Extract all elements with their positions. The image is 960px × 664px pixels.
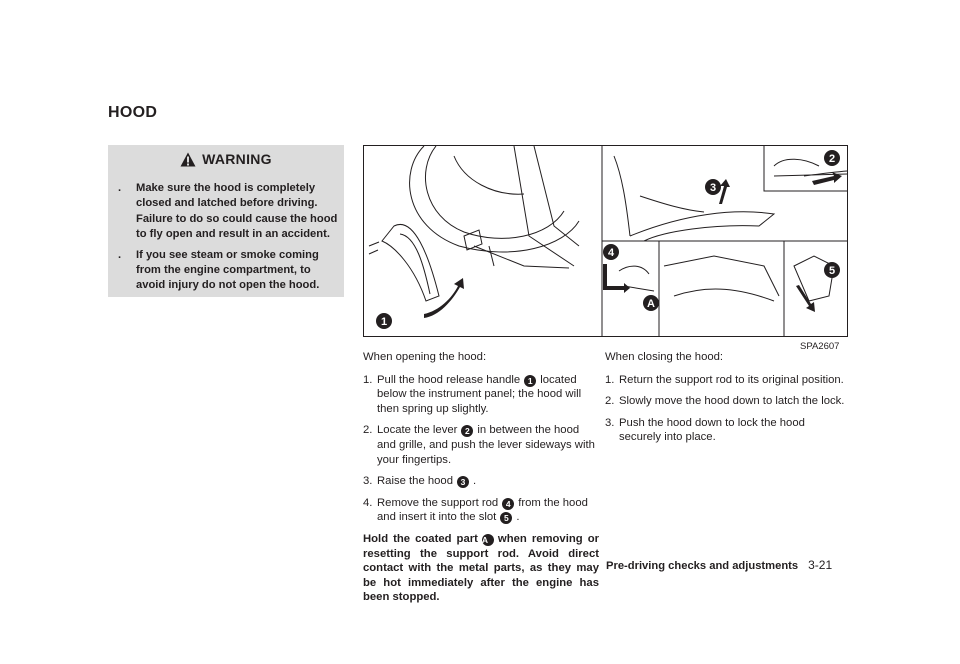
hood-illustration: [363, 145, 848, 337]
step-item: [605, 416, 848, 445]
svg-text:A: A: [647, 298, 655, 310]
closing-heading: When closing the hood:: [605, 351, 724, 363]
svg-text:3: 3: [709, 182, 717, 194]
step-text: Remove the support rod: [377, 496, 499, 509]
step-number: 1.: [605, 373, 615, 386]
arrow-icon: [424, 278, 464, 318]
warning-item-text: If you see steam or smoke coming from the engine compartment, to avoid injury do not open the hood.: [136, 248, 320, 292]
warning-box: [108, 145, 344, 297]
step-text: from the hood and insert it into the slot: [377, 496, 588, 524]
step-text: Locate the lever: [377, 424, 458, 437]
warning-triangle-icon: [180, 152, 196, 167]
arrow-icon: [796, 285, 815, 312]
step-text: in between the hood and grille, and push the lever sideways with your fingertips.: [377, 424, 595, 466]
svg-text:5: 5: [828, 265, 836, 277]
page-number: 3-21: [808, 558, 833, 572]
footer-section: Pre-driving checks and adjustments: [606, 560, 799, 572]
callout-marker: 3: [457, 476, 469, 488]
caution-paragraph: [363, 532, 599, 605]
step-number: 3.: [605, 416, 615, 429]
caution-text: when removing or resetting the support rod. Avoid direct contact with the metal parts, as they may be hot immediately after the engine has been stopped.: [363, 532, 599, 604]
step-text: Pull the hood release handle: [377, 373, 521, 386]
arrow-icon: [603, 264, 630, 293]
step-number: 3.: [363, 475, 373, 488]
step-item: [363, 373, 599, 417]
arrow-icon: [719, 179, 730, 204]
step-number: 1.: [363, 373, 373, 386]
step-text: .: [516, 511, 520, 524]
callout-marker: 4: [502, 498, 514, 510]
svg-text:2: 2: [828, 153, 836, 165]
opening-heading: When opening the hood:: [363, 351, 487, 363]
step-text: Push the hood down to lock the hood securely into place.: [619, 416, 805, 444]
step-text: Slowly move the hood down to latch the lock.: [619, 395, 845, 408]
step-text: Return the support rod to its original position.: [619, 373, 844, 386]
bullet: .: [118, 248, 122, 261]
warning-item: [114, 181, 338, 243]
bullet: .: [118, 182, 122, 194]
svg-text:4: 4: [607, 247, 615, 259]
figure-code: SPA2607: [800, 341, 840, 352]
warning-item: [114, 248, 338, 294]
step-text: located below the instrument panel; the hood will then spring up slightly.: [377, 373, 582, 415]
caution-text: Hold the coated part: [363, 532, 478, 545]
section-title: HOOD: [108, 104, 158, 121]
step-item: [605, 394, 848, 409]
warning-heading: [108, 151, 344, 167]
step-number: 4.: [363, 496, 373, 509]
callout-marker: 2: [461, 425, 473, 437]
hood-illustration-drawing: [364, 146, 847, 336]
step-item: [363, 423, 599, 467]
warning-item-text: Make sure the hood is completely closed and latched before driving. Failure to do so could cause the hood to fly open and result in an accident.: [136, 182, 338, 241]
opening-column: [363, 350, 599, 605]
callout-marker: A: [482, 534, 494, 546]
step-item: [363, 496, 599, 525]
callout-marker: 5: [500, 512, 512, 524]
page-footer: [606, 558, 832, 572]
step-item: [363, 474, 599, 489]
step-text: Raise the hood: [377, 475, 453, 488]
step-number: 2.: [605, 395, 615, 408]
step-item: [605, 373, 848, 388]
closing-column: [605, 350, 848, 452]
step-text: .: [473, 475, 477, 488]
step-number: 2.: [363, 424, 373, 437]
svg-text:1: 1: [380, 316, 388, 328]
warning-list: [114, 181, 338, 299]
callout-marker: 1: [524, 375, 536, 387]
warning-heading-text: WARNING: [202, 151, 272, 167]
